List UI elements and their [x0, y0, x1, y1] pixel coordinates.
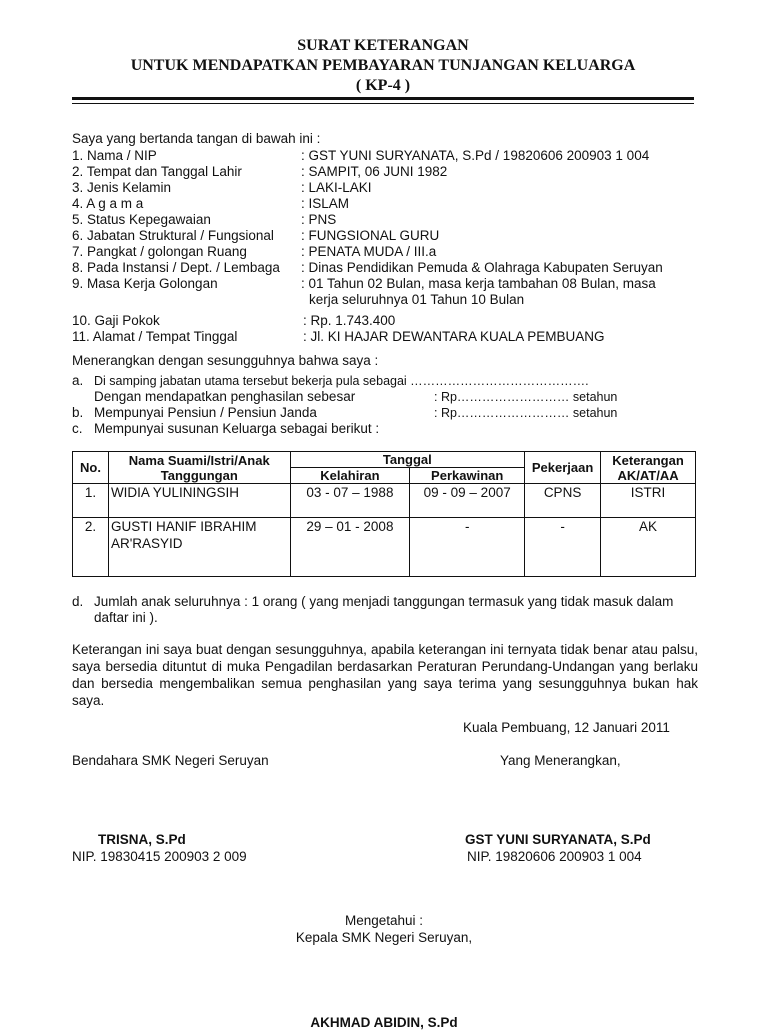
declarant-title: Yang Menerangkan,: [500, 753, 621, 768]
field-label: 4. A g a m a: [72, 196, 144, 211]
option-a: [72, 373, 702, 389]
field-value: : Dinas Pendidikan Pemuda & Olahraga Kabupaten Seruyan: [301, 260, 663, 275]
cell-nama: GUSTI HANIF IBRAHIM: [110, 519, 257, 534]
field-row: [72, 313, 702, 329]
children-count-text: Jumlah anak seluruhnya : 1 orang ( yang menjadi tanggungan termasuk yang tidak masuk dalam daftar ini ).: [94, 594, 674, 625]
cell-ket: AK: [601, 518, 696, 577]
field-value-cont: kerja seluruhnya 01 Tahun 10 Bulan: [309, 292, 525, 307]
field-row: [72, 180, 702, 196]
principal-title: Kepala SMK Negeri Seruyan,: [295, 930, 473, 945]
field-label: 10. Gaji Pokok: [72, 313, 160, 328]
option-a-income: [72, 389, 702, 405]
field-value: : Jl. KI HAJAR DEWANTARA KUALA PEMBUANG: [303, 329, 605, 344]
cell-kerja: -: [525, 518, 601, 577]
field-label: 9. Masa Kerja Golongan: [72, 276, 218, 291]
option-text: Di samping jabatan utama tersebut bekerja pula sebagai …………………………………….: [94, 374, 589, 388]
field-value: : ISLAM: [301, 196, 350, 211]
treasurer-title: Bendahara SMK Negeri Seruyan: [72, 753, 269, 768]
declarant-nip: NIP. 19820606 200903 1 004: [467, 849, 642, 864]
option-value: : Rp……………………… setahun: [434, 390, 618, 404]
statement-intro: Menerangkan dengan sesungguhnya bahwa saya :: [72, 353, 379, 368]
cell-kerja: CPNS: [525, 484, 601, 518]
cell-lahir: 29 – 01 - 2008: [290, 518, 410, 577]
table-row: [73, 484, 696, 518]
header-keterangan: Keterangan AK/AT/AA: [601, 452, 696, 484]
field-label: 8. Pada Instansi / Dept. / Lembaga: [72, 260, 280, 275]
cell-kawin: -: [410, 518, 525, 577]
field-row: [72, 212, 702, 228]
field-row: [72, 164, 702, 180]
option-text: Mempunyai Pensiun / Pensiun Janda: [94, 405, 317, 420]
field-row: [72, 228, 702, 244]
option-value: : Rp……………………… setahun: [434, 406, 618, 420]
option-c: [72, 421, 702, 437]
field-row: [72, 244, 702, 260]
cell-no: 2.: [73, 518, 109, 577]
place-date: Kuala Pembuang, 12 Januari 2011: [463, 720, 670, 735]
cell-nama-cont: AR'RASYID: [110, 536, 183, 551]
option-b: [72, 405, 702, 421]
option-label: d.: [72, 594, 84, 609]
field-value: : PENATA MUDA / III.a: [301, 244, 437, 259]
option-text: Dengan mendapatkan penghasilan sebesar: [94, 389, 356, 404]
family-table: [72, 451, 696, 577]
table-row: [73, 518, 696, 577]
option-label: a.: [72, 373, 84, 388]
field-value: : PNS: [301, 212, 337, 227]
cell-no: 1.: [73, 484, 109, 518]
field-row: [72, 260, 702, 276]
field-label: 5. Status Kepegawaian: [72, 212, 211, 227]
header-kelahiran: Kelahiran: [290, 468, 410, 484]
field-label: 11. Alamat / Tempat Tinggal: [72, 329, 238, 344]
field-value: : LAKI-LAKI: [301, 180, 372, 195]
option-label: c.: [72, 421, 83, 436]
header-tanggal: Tanggal: [290, 452, 525, 468]
children-count: [72, 594, 702, 626]
field-label: 3. Jenis Kelamin: [72, 180, 172, 195]
header-no: No.: [73, 452, 109, 484]
acknowledgement-label: Mengetahui :: [344, 913, 424, 928]
doc-code: ( KP-4 ): [355, 77, 411, 94]
field-value: : SAMPIT, 06 JUNI 1982: [301, 164, 448, 179]
document-header: [72, 36, 694, 96]
intro-text: Saya yang bertanda tangan di bawah ini :: [72, 131, 321, 146]
field-label: 2. Tempat dan Tanggal Lahir: [72, 164, 242, 179]
cell-kawin: 09 - 09 – 2007: [410, 484, 525, 518]
field-label: 7. Pangkat / golongan Ruang: [72, 244, 247, 259]
cell-lahir: 03 - 07 – 1988: [290, 484, 410, 518]
cell-nama: WIDIA YULININGSIH: [108, 484, 290, 518]
principal-name: AKHMAD ABIDIN, S.Pd: [310, 1015, 458, 1030]
field-value: : Rp. 1.743.400: [303, 313, 396, 328]
field-label: 1. Nama / NIP: [72, 148, 157, 163]
field-row: [72, 329, 702, 345]
header-perkawinan: Perkawinan: [410, 468, 525, 484]
doc-title: SURAT KETERANGAN: [297, 37, 469, 54]
employee-fields: [72, 148, 702, 345]
statement-options: [72, 373, 702, 437]
treasurer-nip: NIP. 19830415 200903 2 009: [72, 849, 247, 864]
field-row: [72, 276, 702, 308]
field-row: [72, 196, 702, 212]
acknowledgement: [0, 912, 768, 946]
header-rule-thick: [72, 97, 694, 100]
field-value: : FUNGSIONAL GURU: [301, 228, 440, 243]
field-value: : 01 Tahun 02 Bulan, masa kerja tambahan 08 Bulan, masa: [301, 276, 656, 291]
option-label: b.: [72, 405, 84, 420]
header-rule-thin: [72, 103, 694, 104]
cell-ket: ISTRI: [601, 484, 696, 518]
treasurer-name: TRISNA, S.Pd: [98, 832, 186, 847]
option-text: Mempunyai susunan Keluarga sebagai berikut :: [94, 421, 380, 436]
field-value: : GST YUNI SURYANATA, S.Pd / 19820606 200903 1 004: [301, 148, 650, 163]
declaration-paragraph: Keterangan ini saya buat dengan sesungguhnya, apabila keterangan ini ternyata tidak benar atau palsu, saya bersedia dituntut di muka Pengadilan berdasarkan Peraturan Perundang-Undangan yang berlaku dan bersedia mengembalikan semua penghasilan yang saya terima yang sesungguhnya bukan hak saya.: [72, 642, 698, 708]
field-row: [72, 148, 702, 164]
header-nama: Nama Suami/Istri/Anak Tanggungan: [108, 452, 290, 484]
field-label: 6. Jabatan Struktural / Fungsional: [72, 228, 274, 243]
declarant-name: GST YUNI SURYANATA, S.Pd: [465, 832, 651, 847]
doc-subtitle: UNTUK MENDAPATKAN PEMBAYARAN TUNJANGAN KELUARGA: [130, 57, 636, 74]
header-pekerjaan: Pekerjaan: [525, 452, 601, 484]
